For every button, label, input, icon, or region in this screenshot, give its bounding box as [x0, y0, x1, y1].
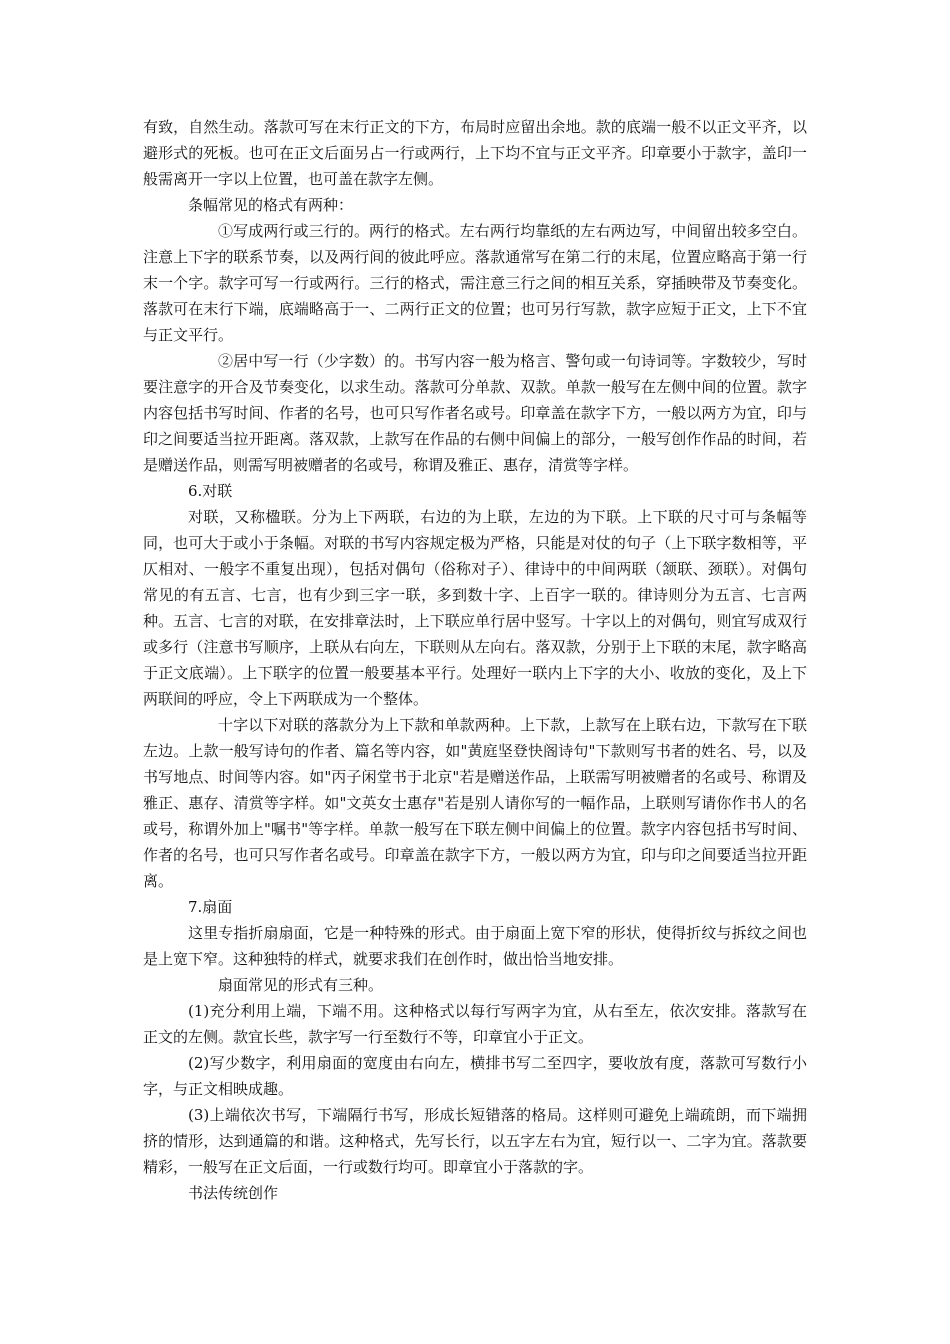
section-heading-couplet: 6.对联	[188, 482, 233, 500]
paragraph-1: 有致，自然生动。落款可写在末行正文的下方，布局时应留出余地。款的底端一般不以正文平齐，以避形式的死板。也可在正文后面另占一行或两行，上下均不宜与正文平齐。印章要小于款字，盖印一般需离开一字以上位置，也可盖在款字左侧。	[143, 118, 807, 188]
paragraph-10: (2)写少数字，利用扇面的宽度由右向左，横排书写二至四字，要收放有度，落款可写数行小字，与正文相映成趣。	[143, 1054, 807, 1098]
paragraph-2: 条幅常见的格式有两种：	[188, 196, 354, 214]
paragraph-7: 这里专指折扇扇面，它是一种特殊的形式。由于扇面上宽下窄的形状，使得折纹与拆纹之间也是上宽下窄。这种独特的样式，就要求我们在创作时，做出恰当地安排。	[143, 924, 807, 968]
paragraph-4: ②居中写一行（少字数）的。书写内容一般为格言、警句或一句诗词等。字数较少，写时要注意字的开合及节奏变化，以求生动。落款可分单款、双款。单款一般写在左侧中间的位置。款字内容包括书写时间、作者的名号，也可只写作者名或号。印章盖在款字下方，一般以两方为宜，印与印之间要适当拉开距离。落双款，上款写在作品的右侧中间偏上的部分，一般写创作作品的时间，若是赠送作品，则需写明被赠者的名或号，称谓及雅正、惠存，清赏等字样。	[143, 352, 807, 474]
document-body	[143, 114, 807, 1206]
section-heading-fan: 7.扇面	[188, 898, 233, 916]
paragraph-6: 十字以下对联的落款分为上下款和单款两种。上下款，上款写在上联右边，下款写在下联左边。上款一般写诗句的作者、篇名等内容，如"黄庭坚登快阁诗句"下款则写书者的姓名、号，以及书写地点、时间等内容。如"丙子闲堂书于北京"若是赠送作品，上联需写明被赠者的名或号、称谓及雅正、惠存、清赏等字样。如"文英女士惠存"若是别人请你写的一幅作品，上联则写请你作书人的名或号，称谓外加上"嘱书"等字样。单款一般写在下联左侧中间偏上的位置。款字内容包括书写时间、作者的名号，也可只写作者名或号。印章盖在款字下方，一般以两方为宜，印与印之间要适当拉开距离。	[143, 716, 807, 890]
paragraph-9: (1)充分利用上端，下端不用。这种格式以每行写两字为宜，从右至左，依次安排。落款写在正文的左侧。款宜长些，款字写一行至数行不等，印章宜小于正文。	[143, 1002, 807, 1046]
paragraph-5: 对联，又称楹联。分为上下两联，右边的为上联，左边的为下联。上下联的尺寸可与条幅等同，也可大于或小于条幅。对联的书写内容规定极为严格，只能是对仗的句子（上下联字数相等，平仄相对、一般字不重复出现），包括对偶句（俗称对子）、律诗中的中间两联（颔联、颈联）。对偶句常见的有五言、七言，也有少到三字一联，多到数十字、上百字一联的。律诗则分为五言、七言两种。五言、七言的对联，在安排章法时，上下联应单行居中竖写。十字以上的对偶句，则宜写成双行或多行（注意书写顺序，上联从右向左，下联则从左向右。落双款，分别于上下联的末尾，款字略高于正文底端）。上下联字的位置一般要基本平行。处理好一联内上下字的大小、收放的变化，及上下两联间的呼应，令上下两联成为一个整体。	[143, 508, 807, 708]
paragraph-8: 扇面常见的形式有三种。	[218, 976, 384, 994]
paragraph-11: (3)上端依次书写，下端隔行书写，形成长短错落的格局。这样则可避免上端疏朗，而下端拥挤的情形，达到通篇的和谐。这种格式，先写长行，以五字左右为宜，短行以一、二字为宜。落款要精彩，一般写在正文后面，一行或数行均可。即章宜小于落款的字。	[143, 1106, 807, 1176]
paragraph-3: ①写成两行或三行的。两行的格式。左右两行均靠纸的左右两边写，中间留出较多空白。注意上下字的联系节奏，以及两行间的彼此呼应。落款通常写在第二行的末尾，位置应略高于第一行末一个字。款字可写一行或两行。三行的格式，需注意三行之间的相互关系，穿插映带及节奏变化。落款可在末行下端，底端略高于一、二两行正文的位置；也可另行写款，款字应短于正文，上下不宜与正文平行。	[143, 222, 807, 344]
section-heading-calligraphy: 书法传统创作	[188, 1184, 279, 1202]
